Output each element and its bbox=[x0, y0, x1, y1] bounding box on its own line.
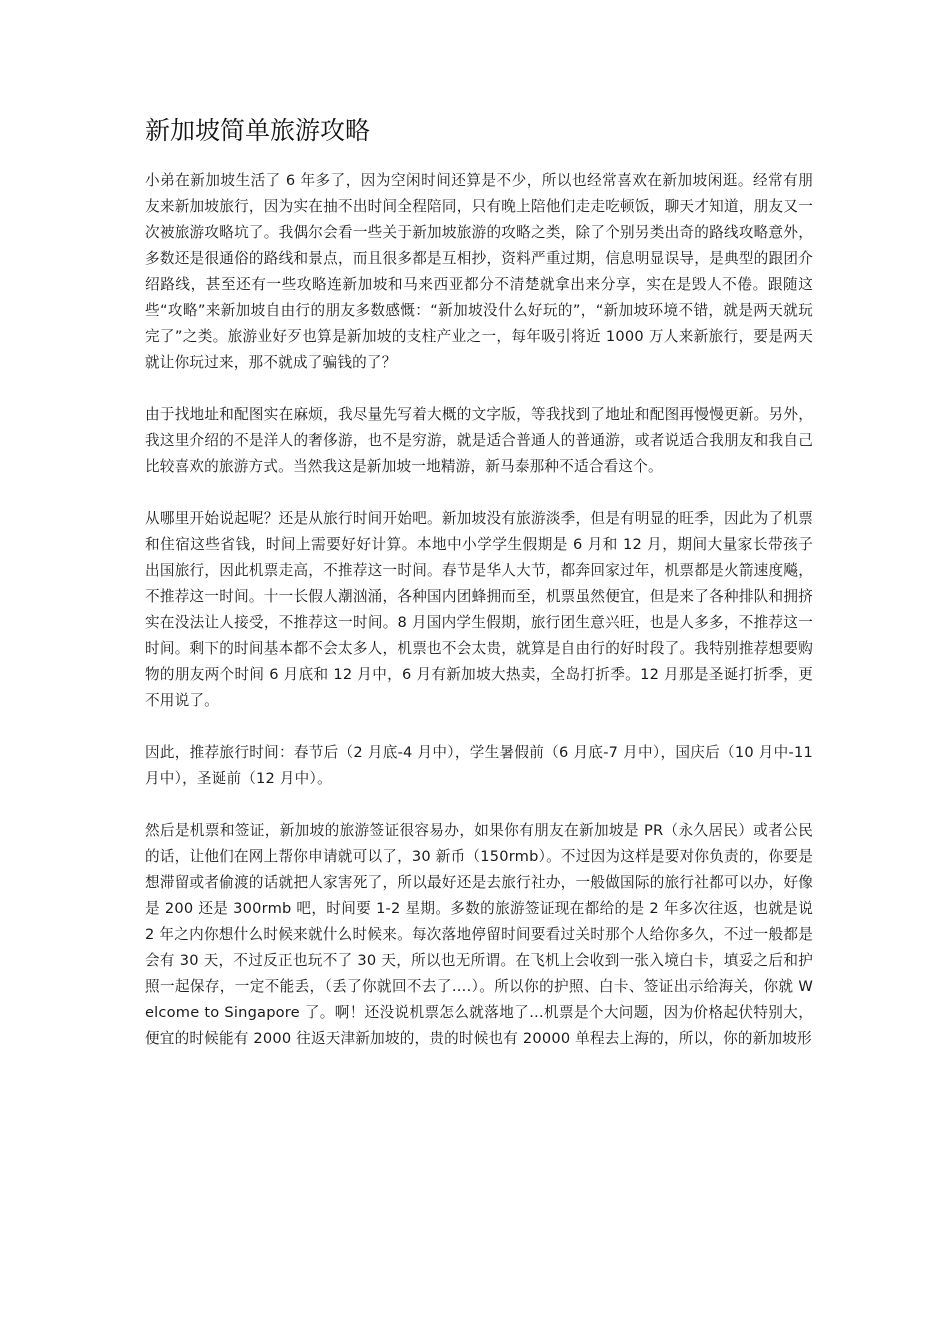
paragraph-visa-tickets: 然后是机票和签证，新加坡的旅游签证很容易办，如果你有朋友在新加坡是 PR（永久居民）或者公民的话，让他们在网上帮你申请就可以了，30 新币（150rmb）。不过因为这样是要对你负责的，你要是想滞留或者偷渡的话就把人家害死了，所以最好还是去旅行社办，一般做国际的旅行社都可以办，好像是 200 还是 300rmb 吧，时间要 1-2 星期。多数的旅游签证现在都给的是 2 年多次往返，也就是说 2 年之内你想什么时候来就什么时候来。每次落地停留时间要看过关时那个人给你多久，不过一般都是会有 30 天，不过反正也玩不了 30 天，所以也无所谓。在飞机上会收到一张入境白卡，填妥之后和护照一起保存，一定不能丢，（丢了你就回不去了….）。所以你的护照、白卡、签证出示给海关，你就 Welcome to Singapore 了。啊！还没说机票怎么就落地了…机票是个大问题，因为价格起伏特别大，便宜的时候能有 2000 往返天津新加坡的，贵的时候也有 20000 单程去上海的，所以，你的新加坡形 bbox=[145, 822, 813, 1047]
paragraph-recommended-time: 因此，推荐旅行时间：春节后（2 月底-4 月中），学生暑假前（6 月底-7 月中），国庆后（10 月中-11 月中），圣诞前（12 月中）。 bbox=[145, 744, 813, 787]
paragraph-travel-time: 从哪里开始说起呢？还是从旅行时间开始吧。新加坡没有旅游淡季，但是有明显的旺季，因此为了机票和住宿这些省钱，时间上需要好好计算。本地中小学学生假期是 6 月和 12 月，期间大量家长带孩子出国旅行，因此机票走高，不推荐这一时间。春节是华人大节，都奔回家过年，机票都是火箭速度飚，不推荐这一时间。十一长假人潮汹涌，各种国内团蜂拥而至，机票虽然便宜，但是来了各种排队和拥挤实在没法让人接受，不推荐这一时间。8 月国内学生假期，旅行团生意兴旺，也是人多多，不推荐这一时间。剩下的时间基本都不会太多人，机票也不会太贵，就算是自由行的好时段了。我特别推荐想要购物的朋友两个时间 6 月底和 12 月中，6 月有新加坡大热卖，全岛打折季。12 月那是圣诞打折季，更不用说了。 bbox=[145, 510, 813, 709]
document-body bbox=[145, 112, 813, 1078]
paragraph-note: 由于找地址和配图实在麻烦，我尽量先写着大概的文字版，等我找到了地址和配图再慢慢更新。另外，我这里介绍的不是洋人的奢侈游，也不是穷游，就是适合普通人的普通游，或者说适合我朋友和我自己比较喜欢的旅游方式。当然我这是新加坡一地精游，新马泰那种不适合看这个。 bbox=[145, 406, 813, 475]
page-title: 新加坡简单旅游攻略 bbox=[145, 116, 371, 145]
paragraph-intro: 小弟在新加坡生活了 6 年多了，因为空闲时间还算是不少，所以也经常喜欢在新加坡闲逛。经常有朋友来新加坡旅行，因为实在抽不出时间全程陪同，只有晚上陪他们走走吃顿饭，聊天才知道，朋友又一次被旅游攻略坑了。我偶尔会看一些关于新加坡旅游的攻略之类，除了个别另类出奇的路线攻略意外，多数还是很通俗的路线和景点，而且很多都是互相抄，资料严重过期，信息明显误导，是典型的跟团介绍路线，甚至还有一些攻略连新加坡和马来西亚都分不清楚就拿出来分享，实在是毁人不倦。跟随这些“攻略”来新加坡自由行的朋友多数感慨：“新加坡没什么好玩的”，“新加坡环境不错，就是两天就玩完了”之类。旅游业好歹也算是新加坡的支柱产业之一，每年吸引将近 1000 万人来新旅行，要是两天就让你玩过来，那不就成了骗钱的了？ bbox=[145, 172, 813, 371]
